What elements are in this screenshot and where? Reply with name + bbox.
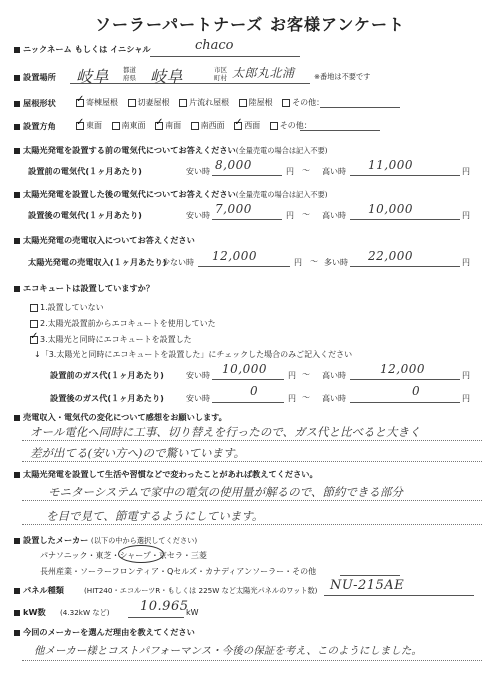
bullet-icon <box>14 630 20 636</box>
before-elec-tilde: ～ <box>302 166 310 175</box>
bullet-icon <box>14 610 20 616</box>
direction-option-1: 南東面 <box>121 121 146 130</box>
maker-option-panasonic[interactable]: パナソニック <box>40 551 88 560</box>
after-elec-low-value[interactable]: 7,000 <box>215 202 252 216</box>
ecocute-option-1-checkbox[interactable] <box>30 320 38 328</box>
direction-other-underline <box>300 130 380 131</box>
impression-line-2-rule <box>22 461 482 462</box>
gas-before-high-value[interactable]: 12,000 <box>380 362 425 376</box>
panel-label: パネル種類 <box>23 585 64 595</box>
reason-line-1[interactable]: 他メーカー様とコストパフォーマンス・今後の保証を考え、このようにしました。 <box>34 645 422 657</box>
habits-line-1[interactable]: モニターシステムで家中の電気の使用量が解るので、節約できる部分 <box>48 485 403 499</box>
after-elec-header-note: (全量売電の場合は記入不要) <box>235 190 328 199</box>
gas-before-unit-1: 円 <box>288 371 296 380</box>
gas-before-low-value[interactable]: 10,000 <box>222 362 267 376</box>
after-elec-header: 太陽光発電を設置した後の電気代についてお答えください <box>23 189 236 199</box>
ecocute-option-0: 1.設置していない <box>40 303 104 312</box>
gas-after-unit-2: 円 <box>462 394 470 403</box>
kw-label: kW数 <box>23 607 46 617</box>
maker-option-toshiba[interactable]: 東芝 <box>95 551 112 560</box>
maker-header-note: (以下の中から選択してください) <box>90 536 198 545</box>
maker-row-2 <box>40 566 316 577</box>
maker-option-kyocera[interactable]: 京セラ <box>158 551 183 560</box>
ecocute-option-1-row <box>30 318 216 329</box>
direction-option-2: 南面 <box>165 121 182 130</box>
bullet-icon <box>14 101 20 107</box>
maker-option-mitsubishi[interactable]: 三菱 <box>190 551 207 560</box>
nickname-label: ニックネーム もしくは イニシャル <box>23 44 151 54</box>
direction-options <box>76 120 319 131</box>
location-city-value[interactable]: 岐阜 <box>150 67 184 86</box>
location-town-value[interactable]: 太郎丸北浦 <box>232 66 295 80</box>
after-elec-high-underline <box>350 219 460 220</box>
location-city-label: 市区町村 <box>214 66 227 82</box>
maker-separator: ・ <box>284 567 293 576</box>
gas-before-low-underline <box>212 379 284 380</box>
direction-option-0: 東面 <box>86 121 102 130</box>
nickname-underline <box>150 56 300 57</box>
habits-header: 太陽光発電を設置して生活や習慣などで変わったことがあれば教えてください。 <box>23 469 318 479</box>
roof-option-2-checkbox[interactable] <box>179 99 187 107</box>
maker-separator: ・ <box>158 567 167 576</box>
habits-header-row <box>14 469 318 480</box>
location-underline <box>70 83 310 84</box>
maker-other-underline <box>340 575 400 576</box>
sales-low-value[interactable]: 12,000 <box>212 249 257 263</box>
bullet-icon <box>14 192 20 198</box>
roof-option-4: その他： <box>292 98 325 107</box>
before-elec-header-note: (全量売電の場合は記入不要) <box>235 146 328 155</box>
gas-after-row-label: 設置後のガス代(１ヶ月あたり) <box>50 393 164 403</box>
roof-option-0: 寄棟屋根 <box>86 98 118 107</box>
roof-option-1-checkbox[interactable] <box>128 99 136 107</box>
kw-row <box>14 607 46 618</box>
roof-option-1: 切妻屋根 <box>137 98 170 107</box>
ecocute-header: エコキュートは設置していますか？ <box>23 283 155 293</box>
nickname-row <box>14 44 151 55</box>
ecocute-option-1: 2.太陽光設置前からエコキュートを使用していた <box>40 319 216 328</box>
sales-low-underline <box>198 266 290 267</box>
roof-option-3-checkbox[interactable] <box>239 99 247 107</box>
sales-tilde: ～ <box>310 257 318 266</box>
maker-separator: ・ <box>87 551 96 560</box>
after-elec-high-label: 高い時 <box>322 211 346 220</box>
sales-unit-2: 円 <box>462 258 470 267</box>
gas-before-tilde: ～ <box>302 370 310 379</box>
ecocute-option-2-row <box>30 334 192 345</box>
bullet-icon <box>14 472 20 478</box>
before-elec-unit-1: 円 <box>286 167 294 176</box>
habits-line-2[interactable]: を目で見て、節電するようにしています。 <box>46 509 264 523</box>
before-elec-high-value[interactable]: 11,000 <box>368 158 413 172</box>
before-elec-unit-2: 円 <box>462 167 470 176</box>
bullet-icon <box>14 588 20 594</box>
roof-other-underline <box>320 107 400 108</box>
page-title: ソーラーパートナーズ お客様アンケート <box>94 15 405 34</box>
ecocute-option-2-checkbox[interactable] <box>30 336 38 344</box>
direction-row <box>14 121 56 132</box>
reason-header-row <box>14 627 195 638</box>
roof-row <box>14 98 56 109</box>
reason-line-1-rule <box>22 660 482 661</box>
direction-option-5: その他： <box>279 121 312 130</box>
after-elec-low-underline <box>212 219 282 220</box>
maker-separator: ・ <box>72 567 80 576</box>
gas-before-row-label: 設置前のガス代(１ヶ月あたり) <box>50 370 164 380</box>
gas-after-low-label: 安い時 <box>186 394 210 403</box>
direction-option-5-checkbox[interactable] <box>270 122 278 130</box>
after-elec-row-label: 設置後の電気代(１ヶ月あたり) <box>28 210 142 220</box>
bullet-icon <box>14 415 20 421</box>
roof-option-0-checkbox[interactable] <box>76 99 84 107</box>
after-elec-low-label: 安い時 <box>186 211 210 220</box>
ecocute-option-0-row <box>30 302 104 313</box>
ecocute-header-row <box>14 283 154 294</box>
habits-line-1-rule <box>22 500 482 501</box>
habits-line-2-rule <box>22 524 482 525</box>
maker-option-solar-frontier[interactable]: ソーラーフロンティア <box>80 567 159 576</box>
location-pref-value[interactable]: 岐阜 <box>76 67 110 86</box>
sales-high-label: 多い時 <box>324 258 348 267</box>
bullet-icon <box>14 75 20 81</box>
location-note: ※番地は不要です <box>314 72 371 81</box>
impression-line-1-rule <box>22 440 482 441</box>
maker-option-sharp[interactable]: シャープ <box>119 551 151 560</box>
gas-after-low-underline <box>212 402 284 403</box>
roof-option-3: 陸屋根 <box>248 98 273 107</box>
kw-note: (4.32kW など) <box>60 608 110 617</box>
before-elec-low-label: 安い時 <box>186 167 210 176</box>
gas-after-high-underline <box>350 402 460 403</box>
gas-after-unit-1: 円 <box>288 394 296 403</box>
location-label: 設置場所 <box>23 72 56 82</box>
gas-before-high-label: 高い時 <box>322 371 346 380</box>
roof-label: 屋根形状 <box>23 98 56 108</box>
before-elec-low-value[interactable]: 8,000 <box>215 158 252 172</box>
ecocute-followup: ↓「3.太陽光と同時にエコキュートを設置した」にチェックした場合のみご記入ください <box>34 350 353 359</box>
gas-before-low-label: 安い時 <box>186 371 210 380</box>
direction-option-3-checkbox[interactable] <box>191 122 199 130</box>
gas-after-low-value[interactable]: 0 <box>250 384 259 398</box>
maker-option-canadian-solar[interactable]: カナディアンソーラー <box>205 567 285 576</box>
after-elec-high-value[interactable]: 10,000 <box>368 202 413 216</box>
maker-option-choshu[interactable]: 長州産業 <box>40 567 72 576</box>
impression-line-1[interactable]: オール電化へ同時に工事、切り替えを行ったので、ガス代と比べると大きく <box>30 425 421 439</box>
before-elec-high-underline <box>350 175 460 176</box>
maker-separator: ・ <box>150 551 159 560</box>
after-elec-header-row <box>14 189 328 200</box>
impression-header: 売電収入・電気代の変化について感想をお願いします。 <box>23 412 227 422</box>
sales-low-label: 少ない時 <box>162 258 194 267</box>
gas-before-high-underline <box>350 379 460 380</box>
sales-high-value[interactable]: 22,000 <box>368 249 413 263</box>
ecocute-option-2: 3.太陽光と同時にエコキュートを設置した <box>40 335 192 344</box>
maker-separator: ・ <box>197 567 206 576</box>
kw-underline <box>128 617 184 618</box>
maker-separator: ・ <box>111 551 120 560</box>
impression-header-row <box>14 412 227 423</box>
maker-header-row <box>14 535 197 546</box>
panel-underline <box>324 595 474 596</box>
before-elec-header-row <box>14 145 328 156</box>
maker-option-qcells[interactable]: Qセルズ <box>166 567 198 576</box>
after-elec-unit-1: 円 <box>286 211 294 220</box>
maker-option-other[interactable]: その他 <box>292 567 317 576</box>
kw-value[interactable]: 10.965 <box>140 599 189 614</box>
direction-option-4: 西面 <box>244 121 261 130</box>
bullet-icon <box>14 124 20 130</box>
maker-selected-circle <box>118 545 164 563</box>
sales-header-row <box>14 235 195 246</box>
direction-label: 設置方角 <box>23 121 56 131</box>
ecocute-option-0-checkbox[interactable] <box>30 304 38 312</box>
before-elec-low-underline <box>212 175 282 176</box>
after-elec-unit-2: 円 <box>462 211 470 220</box>
sales-unit-1: 円 <box>294 258 302 267</box>
direction-option-1-checkbox[interactable] <box>112 122 120 130</box>
bullet-icon <box>14 148 20 154</box>
gas-after-high-label: 高い時 <box>322 394 346 403</box>
bullet-icon <box>14 286 20 292</box>
bullet-icon <box>14 47 20 53</box>
panel-value[interactable]: NU-215AE <box>330 578 405 593</box>
location-pref-label: 都道府県 <box>123 66 136 82</box>
nickname-value[interactable]: chaco <box>195 38 234 53</box>
panel-row <box>14 585 64 596</box>
direction-option-3: 南西面 <box>200 121 225 130</box>
maker-header: 設置したメーカー <box>23 535 89 545</box>
panel-note: (HIT240・エコルーツR・もしくは 225W など太陽光パネルのワット数) <box>84 586 318 595</box>
reason-header: 今回のメーカーを選んだ理由を教えてください <box>23 627 195 637</box>
sales-row-label: 太陽光発電の売電収入(１ヶ月あたり) <box>28 257 167 267</box>
before-elec-high-label: 高い時 <box>322 167 346 176</box>
location-row <box>14 72 56 83</box>
direction-option-0-checkbox[interactable] <box>76 122 84 130</box>
impression-line-2[interactable]: 差が出てる(安い方へ)ので驚いています。 <box>30 446 246 460</box>
after-elec-tilde: ～ <box>302 210 310 219</box>
direction-option-4-checkbox[interactable] <box>234 122 242 130</box>
sales-header: 太陽光発電の売電収入についてお答えください <box>23 235 195 245</box>
roof-option-2: 片流れ屋根 <box>189 98 230 107</box>
before-elec-row-label: 設置前の電気代(１ヶ月あたり) <box>28 166 142 176</box>
roof-options <box>76 97 331 108</box>
gas-before-unit-2: 円 <box>462 371 470 380</box>
sales-high-underline <box>350 266 460 267</box>
kw-unit: kW <box>186 608 199 617</box>
gas-after-tilde: ～ <box>302 393 310 402</box>
gas-after-high-value[interactable]: 0 <box>412 384 421 398</box>
bullet-icon <box>14 538 20 544</box>
roof-option-4-checkbox[interactable] <box>282 99 290 107</box>
before-elec-header: 太陽光発電を設置する前の電気代についてお答えください <box>23 145 236 155</box>
maker-separator: ・ <box>182 551 191 560</box>
direction-option-2-checkbox[interactable] <box>155 122 163 130</box>
bullet-icon <box>14 238 20 244</box>
